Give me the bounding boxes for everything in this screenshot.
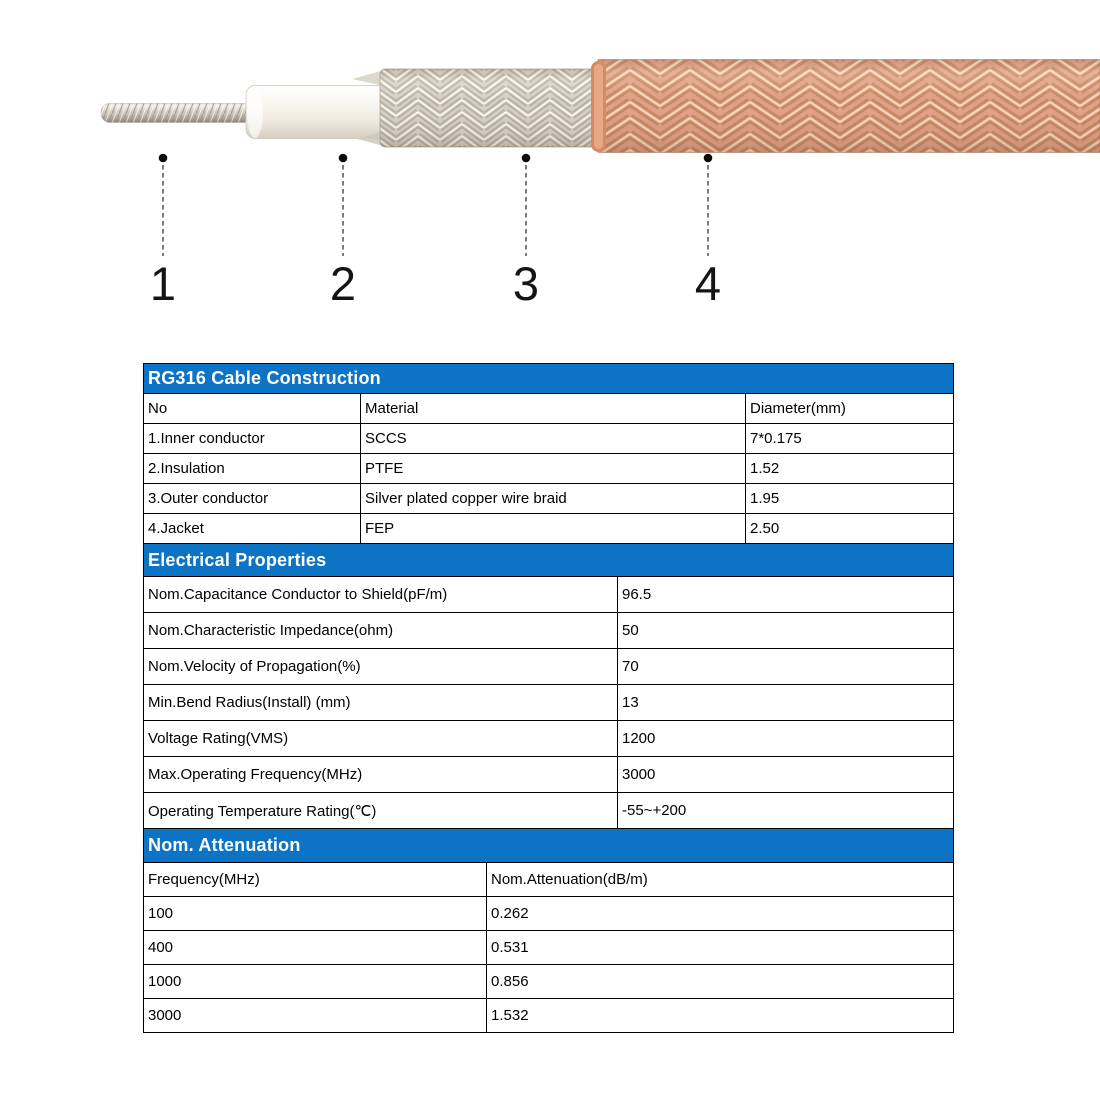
column-header-no: No	[144, 394, 361, 424]
cell-layer-name: 4.Jacket	[144, 514, 361, 544]
construction-table	[143, 363, 954, 544]
cell-frequency: 100	[144, 897, 487, 931]
table-row	[144, 577, 954, 613]
column-header-diameter: Diameter(mm)	[746, 394, 954, 424]
marker-label-3: 3	[512, 257, 540, 310]
table-row	[144, 897, 954, 931]
electrical-properties-table	[143, 543, 954, 829]
attenuation-table	[143, 828, 954, 1033]
cell-attenuation: 0.531	[487, 931, 954, 965]
cell-layer-name: 3.Outer conductor	[144, 484, 361, 514]
cell-property: Voltage Rating(VMS)	[144, 721, 618, 757]
outer-conductor-layer	[352, 69, 598, 147]
table-row	[144, 514, 954, 544]
construction-table-title: RG316 Cable Construction	[144, 364, 954, 394]
inner-conductor-layer	[101, 104, 254, 123]
cell-property: Nom.Characteristic Impedance(ohm)	[144, 613, 618, 649]
cell-value: 13	[618, 685, 954, 721]
marker-label-2: 2	[329, 257, 357, 310]
cell-property: Max.Operating Frequency(MHz)	[144, 757, 618, 793]
table-row	[144, 484, 954, 514]
cell-frequency: 1000	[144, 965, 487, 999]
column-header-attenuation: Nom.Attenuation(dB/m)	[487, 863, 954, 897]
cell-value: 1200	[618, 721, 954, 757]
marker-label-4: 4	[694, 257, 722, 310]
jacket-layer	[591, 60, 1100, 153]
cell-value: 96.5	[618, 577, 954, 613]
cell-diameter: 1.95	[746, 484, 954, 514]
cell-layer-name: 2.Insulation	[144, 454, 361, 484]
table-row	[144, 685, 954, 721]
cell-value: -55~+200	[618, 793, 954, 829]
table-title-row	[144, 544, 954, 577]
cell-diameter: 2.50	[746, 514, 954, 544]
table-row	[144, 793, 954, 829]
cell-diameter: 1.52	[746, 454, 954, 484]
table-row	[144, 999, 954, 1033]
cell-attenuation: 1.532	[487, 999, 954, 1033]
table-row	[144, 721, 954, 757]
cell-frequency: 400	[144, 931, 487, 965]
attenuation-table-title: Nom. Attenuation	[144, 829, 954, 863]
cell-diameter: 7*0.175	[746, 424, 954, 454]
cell-attenuation: 0.856	[487, 965, 954, 999]
cell-value: 3000	[618, 757, 954, 793]
cable-figure	[0, 0, 1100, 340]
cell-property: Nom.Velocity of Propagation(%)	[144, 649, 618, 685]
table-row	[144, 454, 954, 484]
table-header-row	[144, 863, 954, 897]
table-row	[144, 931, 954, 965]
table-title-row	[144, 829, 954, 863]
cell-frequency: 3000	[144, 999, 487, 1033]
table-row	[144, 424, 954, 454]
cell-property: Min.Bend Radius(Install) (mm)	[144, 685, 618, 721]
table-row	[144, 757, 954, 793]
spec-sheet	[143, 363, 953, 1033]
cell-attenuation: 0.262	[487, 897, 954, 931]
cell-material: FEP	[361, 514, 746, 544]
column-header-material: Material	[361, 394, 746, 424]
table-row	[144, 965, 954, 999]
cell-material: Silver plated copper wire braid	[361, 484, 746, 514]
cell-layer-name: 1.Inner conductor	[144, 424, 361, 454]
column-header-frequency: Frequency(MHz)	[144, 863, 487, 897]
marker-leaders	[163, 165, 708, 256]
table-header-row	[144, 394, 954, 424]
cell-property: Nom.Capacitance Conductor to Shield(pF/m)	[144, 577, 618, 613]
cell-material: SCCS	[361, 424, 746, 454]
marker-label-1: 1	[149, 257, 177, 310]
electrical-properties-title: Electrical Properties	[144, 544, 954, 577]
cell-material: PTFE	[361, 454, 746, 484]
table-row	[144, 649, 954, 685]
cell-value: 70	[618, 649, 954, 685]
table-title-row	[144, 364, 954, 394]
insulation-layer	[246, 86, 391, 139]
cell-property: Operating Temperature Rating(℃)	[144, 793, 618, 829]
marker-dots	[159, 154, 713, 163]
cell-value: 50	[618, 613, 954, 649]
table-row	[144, 613, 954, 649]
